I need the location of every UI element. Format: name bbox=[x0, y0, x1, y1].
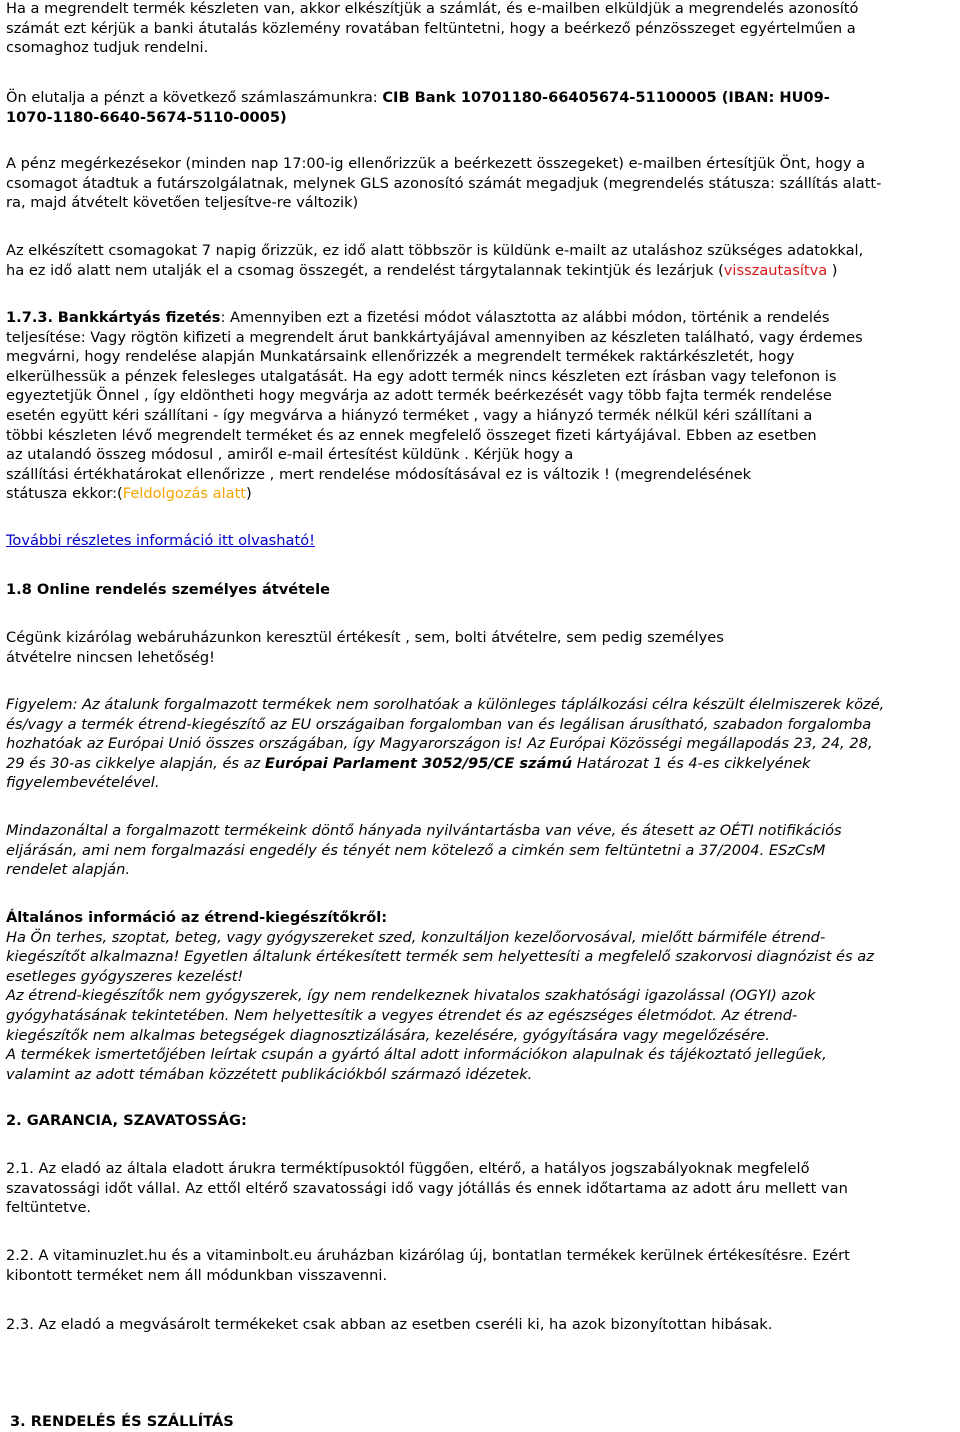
more-info-row bbox=[6, 531, 952, 551]
bank-account-number: CIB Bank 10701180-66405674-51100005 (IBAN: HU09- bbox=[382, 89, 830, 106]
attention-paragraph: Figyelem: Az átalunk forgalmazott termékek nem sorolhatóak a különleges táplálkozási célra készült élelmiszerek közé, és/vagy a termék étrend-kiegészítő az EU országaiban forgalomban van és legálisan árusítható, szabadon forgalomba hozhatóak az Európai Unió összes országában, így Magyarországon is! Az Európai Közösségi megállapodás 23, 24, 28, 29 és 30-as cikkelye alapján, és az Európai Parlament 3052/95/CE számú Határozat 1 és 4-es cikkelyének figyelembevételével. bbox=[6, 696, 885, 792]
personal-pickup-heading: 1.8 Online rendelés személyes átvétele bbox=[6, 581, 330, 598]
shipping-heading: 3. RENDELÉS ÉS SZÁLLÍTÁS bbox=[10, 1413, 234, 1430]
warranty-heading: 2. GARANCIA, SZAVATOSSÁG: bbox=[6, 1112, 247, 1129]
more-info-link[interactable]: További részletes információ itt olvasható! bbox=[6, 532, 315, 549]
warranty-paragraph-2-2: 2.2. A vitaminuzlet.hu és a vitaminbolt.eu áruházban kizárólag új, bontatlan termékek kerülnek értékesítésre. Ezért kibontott terméket nem áll módunkban visszavenni. bbox=[6, 1247, 850, 1284]
oeti-paragraph: Mindazonáltal a forgalmazott termékeink döntő hányada nyilvántartásba van véve, és átesett az OÉTI notifikációs eljárásán, ami nem forgalmazási engedély és tényét nem kötelező a cimkén sem feltüntetni a 37/2004. ESzCsM rendelet alapján. bbox=[6, 822, 842, 879]
card-payment-section: 1.7.3. Bankkártyás fizetés: Amennyiben ezt a fizetési módot választotta az alábbi módon, történik a rendelés teljesítése: Vagy rögtön kifizeti a megrendelt árut bankkártyájával amennyiben az készleten található, vagy érdemes megvárni, hogy rendelése alapján Munkatársaink ellenőrizzék a megrendelt termékek raktárkészletét, hogy elkerülhessük a pénzek felesleges utalgatását. Ha egy adott termék nincs készleten ezt írásban vagy telefonon is egyeztetjük Önnel , így eldöntheti hogy megvárja az adott termék beérkezését vagy több fajta termék rendelése esetén együtt kéri szállítani - így megvárva a hiányzó terméket , vagy a hiányzó termék nélkül kéri szállítani a többi készleten lévő megrendelt terméket és az ennek megfelelő összeget fizeti kártyájával. Ebben az esetben az utalandó összeg módosul , amiről e-mail értesítést küldünk . Kérjük hogy a szállítási értékhatárokat ellenőrizze , mert rendelése módosításával ez is változik ! (megrendelésének státusza ekkor:(Feldolgozás alatt) bbox=[6, 309, 863, 503]
eu-regulation-reference: Európai Parlament 3052/95/CE számú bbox=[264, 754, 573, 772]
card-payment-title: Bankkártyás fizetés bbox=[57, 309, 221, 326]
status-processing: Feldolgozás alatt bbox=[122, 485, 247, 503]
warranty-section bbox=[6, 1111, 952, 1131]
general-info-heading: Általános információ az étrend-kiegészítőkről: bbox=[6, 909, 388, 926]
personal-pickup-section bbox=[6, 580, 952, 600]
status-cancelled: visszautasítva bbox=[723, 261, 828, 279]
warranty-paragraph-2-3: 2.3. Az eladó a megvásárolt termékeket csak abban az esetben cseréli ki, ha azok bizonyítottan hibásak. bbox=[6, 1316, 773, 1333]
personal-pickup-paragraph: Cégünk kizárólag webáruházunkon keresztül értékesít , sem, bolti átvételre, sem pedig személyes átvételre nincsen lehetőség! bbox=[6, 629, 724, 666]
warranty-paragraph-2-1: 2.1. Az eladó az általa eladott árukra terméktípusoktól függően, eltérő, a hatályos jogszabályoknak megfelelő szavatossági időt vállal. Az ettől eltérő szavatossági idő vagy jótállás és ennek időtartama az adott áru mellett van feltüntetve. bbox=[6, 1160, 848, 1217]
storage-paragraph: Az elkészített csomagokat 7 napig őrizzük, ez idő alatt többször is küldünk e-mailt az utaláshoz szükséges adatokkal, ha ez idő alatt nem utalják el a csomag összegét, a rendelést tárgytalannak tekintjük és lezárjuk (visszautasítva ) bbox=[6, 242, 864, 279]
payment-arrival-paragraph: A pénz megérkezésekor (minden nap 17:00-ig ellenőrizzük a beérkezett összegeket) e-mailben értesítjük Önt, hogy a csomagot átadtuk a futárszolgálatnak, melynek GLS azonosító számát megadjuk (megrendelés státusza: szállítás alatt- ra, majd átvételt követően teljesítve-re változik) bbox=[6, 155, 882, 212]
intro-paragraph: Ha a megrendelt termék készleten van, akkor elkészítjük a számlát, és e-mailben elküldjük a megrendelés azonosító számát ezt kérjük a banki átutalás közlemény rovatában feltüntetni, hogy a beérkező pénzösszeget egyértelműen a csomaghoz tudjuk rendelni. bbox=[6, 0, 859, 57]
general-info-section: Általános információ az étrend-kiegészítőkről: Ha Ön terhes, szoptat, beteg, vagy gyógyszereket szed, konzultáljon kezelőorvosával, mielőtt bármiféle étrend- kiegészítőt alkalmazna! Egyetlen általunk értékesített termék sem helyettesíti a megfelelő szakorvosi diagnózist és az esetleges gyógyszeres kezelést! Az étrend-kiegészítők nem gyógyszerek, így nem rendelkeznek hivatalos szakhatósági igazolással (OGYI) azok gyógyhatásának tekintetében. Nem helyettesítik a vegyes étrendet és az egészséges életmódot. Az étrend- kiegészítők nem alkalmas betegségek diagnosztizálására, kezelésére, gyógyítására vagy megelőzésére. A termékek ismertetőjében leírtak csupán a gyártó által adott információkon alapulnak és tájékoztató jellegűek, valamint az adott témában közzétett publikációkból származó idézetek. bbox=[6, 908, 952, 1084]
bank-account-paragraph: Ön elutalja a pénzt a következő számlaszámunkra: CIB Bank 10701180-66405674-51100005 (IBAN: HU09- 1070-1180-6640-5674-5110-0005) bbox=[6, 89, 830, 126]
